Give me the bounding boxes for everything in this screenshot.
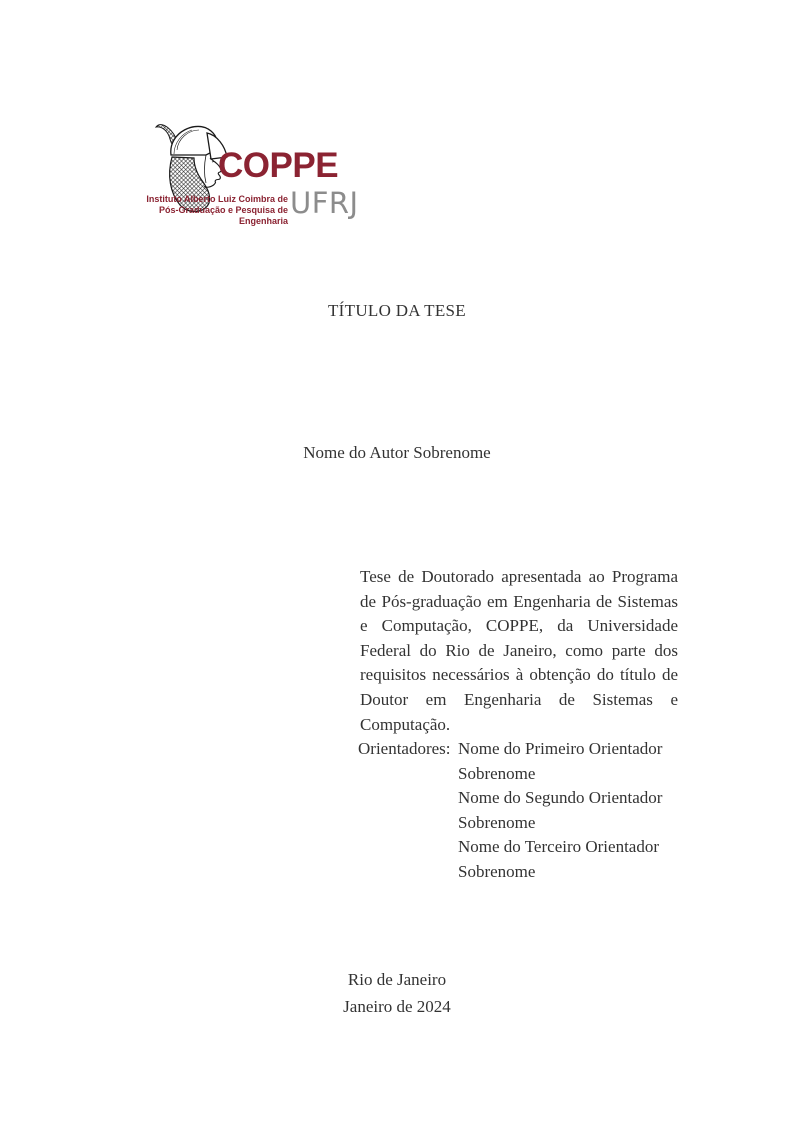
- footer-city: Rio de Janeiro: [347, 970, 447, 989]
- advisor-names-list: [458, 737, 680, 885]
- footer-date: Janeiro de 2024: [343, 997, 451, 1016]
- institute-name: [118, 194, 288, 227]
- advisor-name: Nome do Segundo Orientador Sobrenome: [458, 788, 663, 832]
- advisor-name: Nome do Terceiro Orientador Sobrenome: [458, 837, 660, 881]
- advisor-name: Nome do Primeiro Orientador Sobrenome: [458, 739, 663, 783]
- advisors-block: [358, 737, 680, 885]
- ufrj-logo-wordmark: UFRJ: [290, 186, 359, 220]
- institute-name-line2: Pós-Graduação e Pesquisa de Engenharia: [158, 205, 288, 226]
- institute-name-line1: Instituto Alberto Luiz Coimbra de: [146, 194, 288, 204]
- thesis-statement: Tese de Doutorado apresentada ao Programa de Pós-graduação em Engenharia de Sistemas e Computação, COPPE, da Universidade Federal do Rio de Janeiro, como parte dos requisitos necessários à obtenção do título de Doutor em Engenharia de Sistemas e Computação.: [360, 567, 678, 734]
- author-name: Nome do Autor Sobrenome: [303, 443, 491, 462]
- advisors-label: Orientadores:: [358, 739, 451, 758]
- thesis-title: TÍTULO DA TESE: [328, 301, 466, 320]
- footer-block: [0, 966, 794, 1020]
- coppe-logo-wordmark: COPPE: [218, 146, 339, 185]
